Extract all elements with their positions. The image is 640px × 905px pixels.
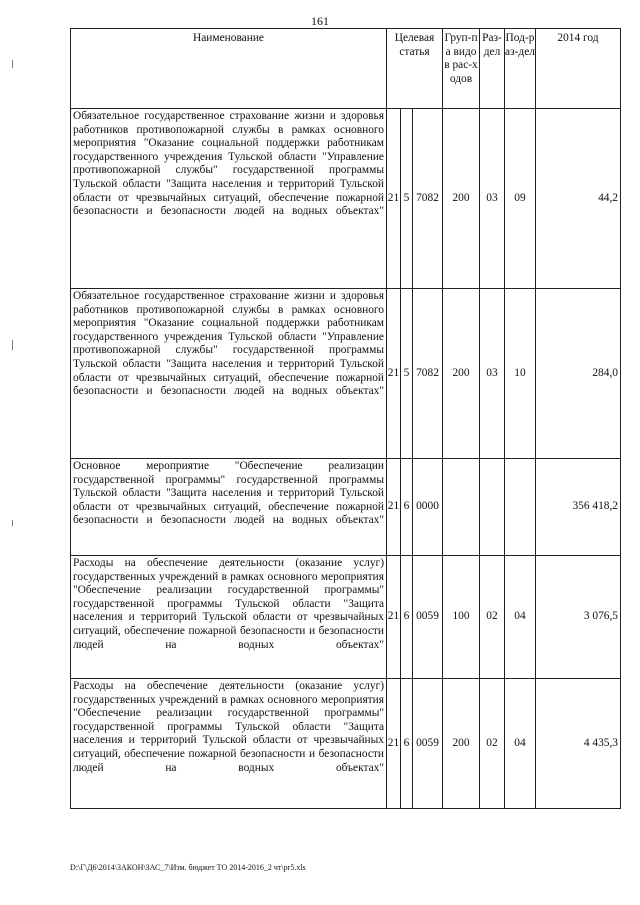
header-row — [71, 29, 621, 109]
target-code-1: 21 — [387, 109, 401, 289]
subsection-code — [505, 459, 536, 556]
target-code-3: 7082 — [413, 109, 443, 289]
header-year: 2014 год — [536, 29, 621, 109]
target-code-1: 21 — [387, 679, 401, 809]
amount-2014: 3 076,5 — [536, 556, 621, 679]
target-code-2: 5 — [401, 109, 413, 289]
table-row — [71, 459, 621, 556]
amount-2014: 356 418,2 — [536, 459, 621, 556]
section-code: 02 — [480, 679, 505, 809]
target-code-1: 21 — [387, 289, 401, 459]
budget-table — [70, 28, 621, 809]
section-code: 03 — [480, 109, 505, 289]
target-code-3: 7082 — [413, 289, 443, 459]
table-row — [71, 679, 621, 809]
table-row — [71, 289, 621, 459]
expense-group: 200 — [443, 289, 480, 459]
target-code-3: 0059 — [413, 679, 443, 809]
subsection-code: 04 — [505, 679, 536, 809]
section-code: 02 — [480, 556, 505, 679]
header-group: Груп-па видов рас-ходов — [443, 29, 480, 109]
expense-group: 100 — [443, 556, 480, 679]
target-code-2: 6 — [401, 556, 413, 679]
table-row — [71, 556, 621, 679]
file-path-footer: D:\Г\Д6\2014\ЗАКОН\ЗАС_7\Изм. бюджет ТО 2014-2016_2 чт\pr5.xls — [70, 863, 306, 872]
section-code: 03 — [480, 289, 505, 459]
expense-group: 200 — [443, 109, 480, 289]
amount-2014: 4 435,3 — [536, 679, 621, 809]
header-subsection: Под-раз-дел — [505, 29, 536, 109]
row-name: Обязательное государственное страхование жизни и здоровья работников противопожарной службы в рамках основного мероприятия "Оказание социальной поддержки работникам государственного учреждения Тульской области "Управление противопожарной службы" государственной программы Тульской области "Защита населения и территорий Тульской области от чрезвычайных ситуаций, обеспечение пожарной безопасности и безопасности людей на водных объектах" — [71, 109, 387, 289]
subsection-code: 10 — [505, 289, 536, 459]
target-code-3: 0000 — [413, 459, 443, 556]
margin-mark — [12, 520, 13, 526]
amount-2014: 44,2 — [536, 109, 621, 289]
margin-mark — [12, 60, 13, 68]
target-code-2: 5 — [401, 289, 413, 459]
target-code-2: 6 — [401, 459, 413, 556]
section-code — [480, 459, 505, 556]
header-section: Раз-дел — [480, 29, 505, 109]
amount-2014: 284,0 — [536, 289, 621, 459]
page-number: 161 — [311, 14, 329, 28]
subsection-code: 09 — [505, 109, 536, 289]
margin-mark — [12, 340, 13, 350]
row-name: Расходы на обеспечение деятельности (оказание услуг) государственных учреждений в рамках основного мероприятия "Обеспечение реализации государственной программы" государственной программы Тульской области "Защита населения и территорий Тульской области от чрезвычайных ситуаций, обеспечение пожарной безопасности и безопасности людей на водных объектах" — [71, 556, 387, 679]
target-code-1: 21 — [387, 556, 401, 679]
table-row — [71, 109, 621, 289]
header-name: Наименование — [71, 29, 387, 109]
target-code-1: 21 — [387, 459, 401, 556]
expense-group: 200 — [443, 679, 480, 809]
row-name: Обязательное государственное страхование жизни и здоровья работников противопожарной службы в рамках основного мероприятия "Оказание социальной поддержки работникам государственного учреждения Тульской области "Управление противопожарной службы" государственной программы Тульской области "Защита населения и территорий Тульской области от чрезвычайных ситуаций, обеспечение пожарной безопасности и безопасности людей на водных объектах" — [71, 289, 387, 459]
row-name: Расходы на обеспечение деятельности (оказание услуг) государственных учреждений в рамках основного мероприятия "Обеспечение реализации государственной программы" государственной программы Тульской области "Защита населения и территорий Тульской области от чрезвычайных ситуаций, обеспечение пожарной безопасности и безопасности людей на водных объектах" — [71, 679, 387, 809]
target-code-2: 6 — [401, 679, 413, 809]
subsection-code: 04 — [505, 556, 536, 679]
header-target: Целевая статья — [387, 29, 443, 109]
target-code-3: 0059 — [413, 556, 443, 679]
expense-group — [443, 459, 480, 556]
row-name: Основное мероприятие "Обеспечение реализации государственной программы" государственной программы Тульской области "Защита населения и территорий Тульской области от чрезвычайных ситуаций, обеспечение пожарной безопасности и безопасности людей на водных объектах" — [71, 459, 387, 556]
